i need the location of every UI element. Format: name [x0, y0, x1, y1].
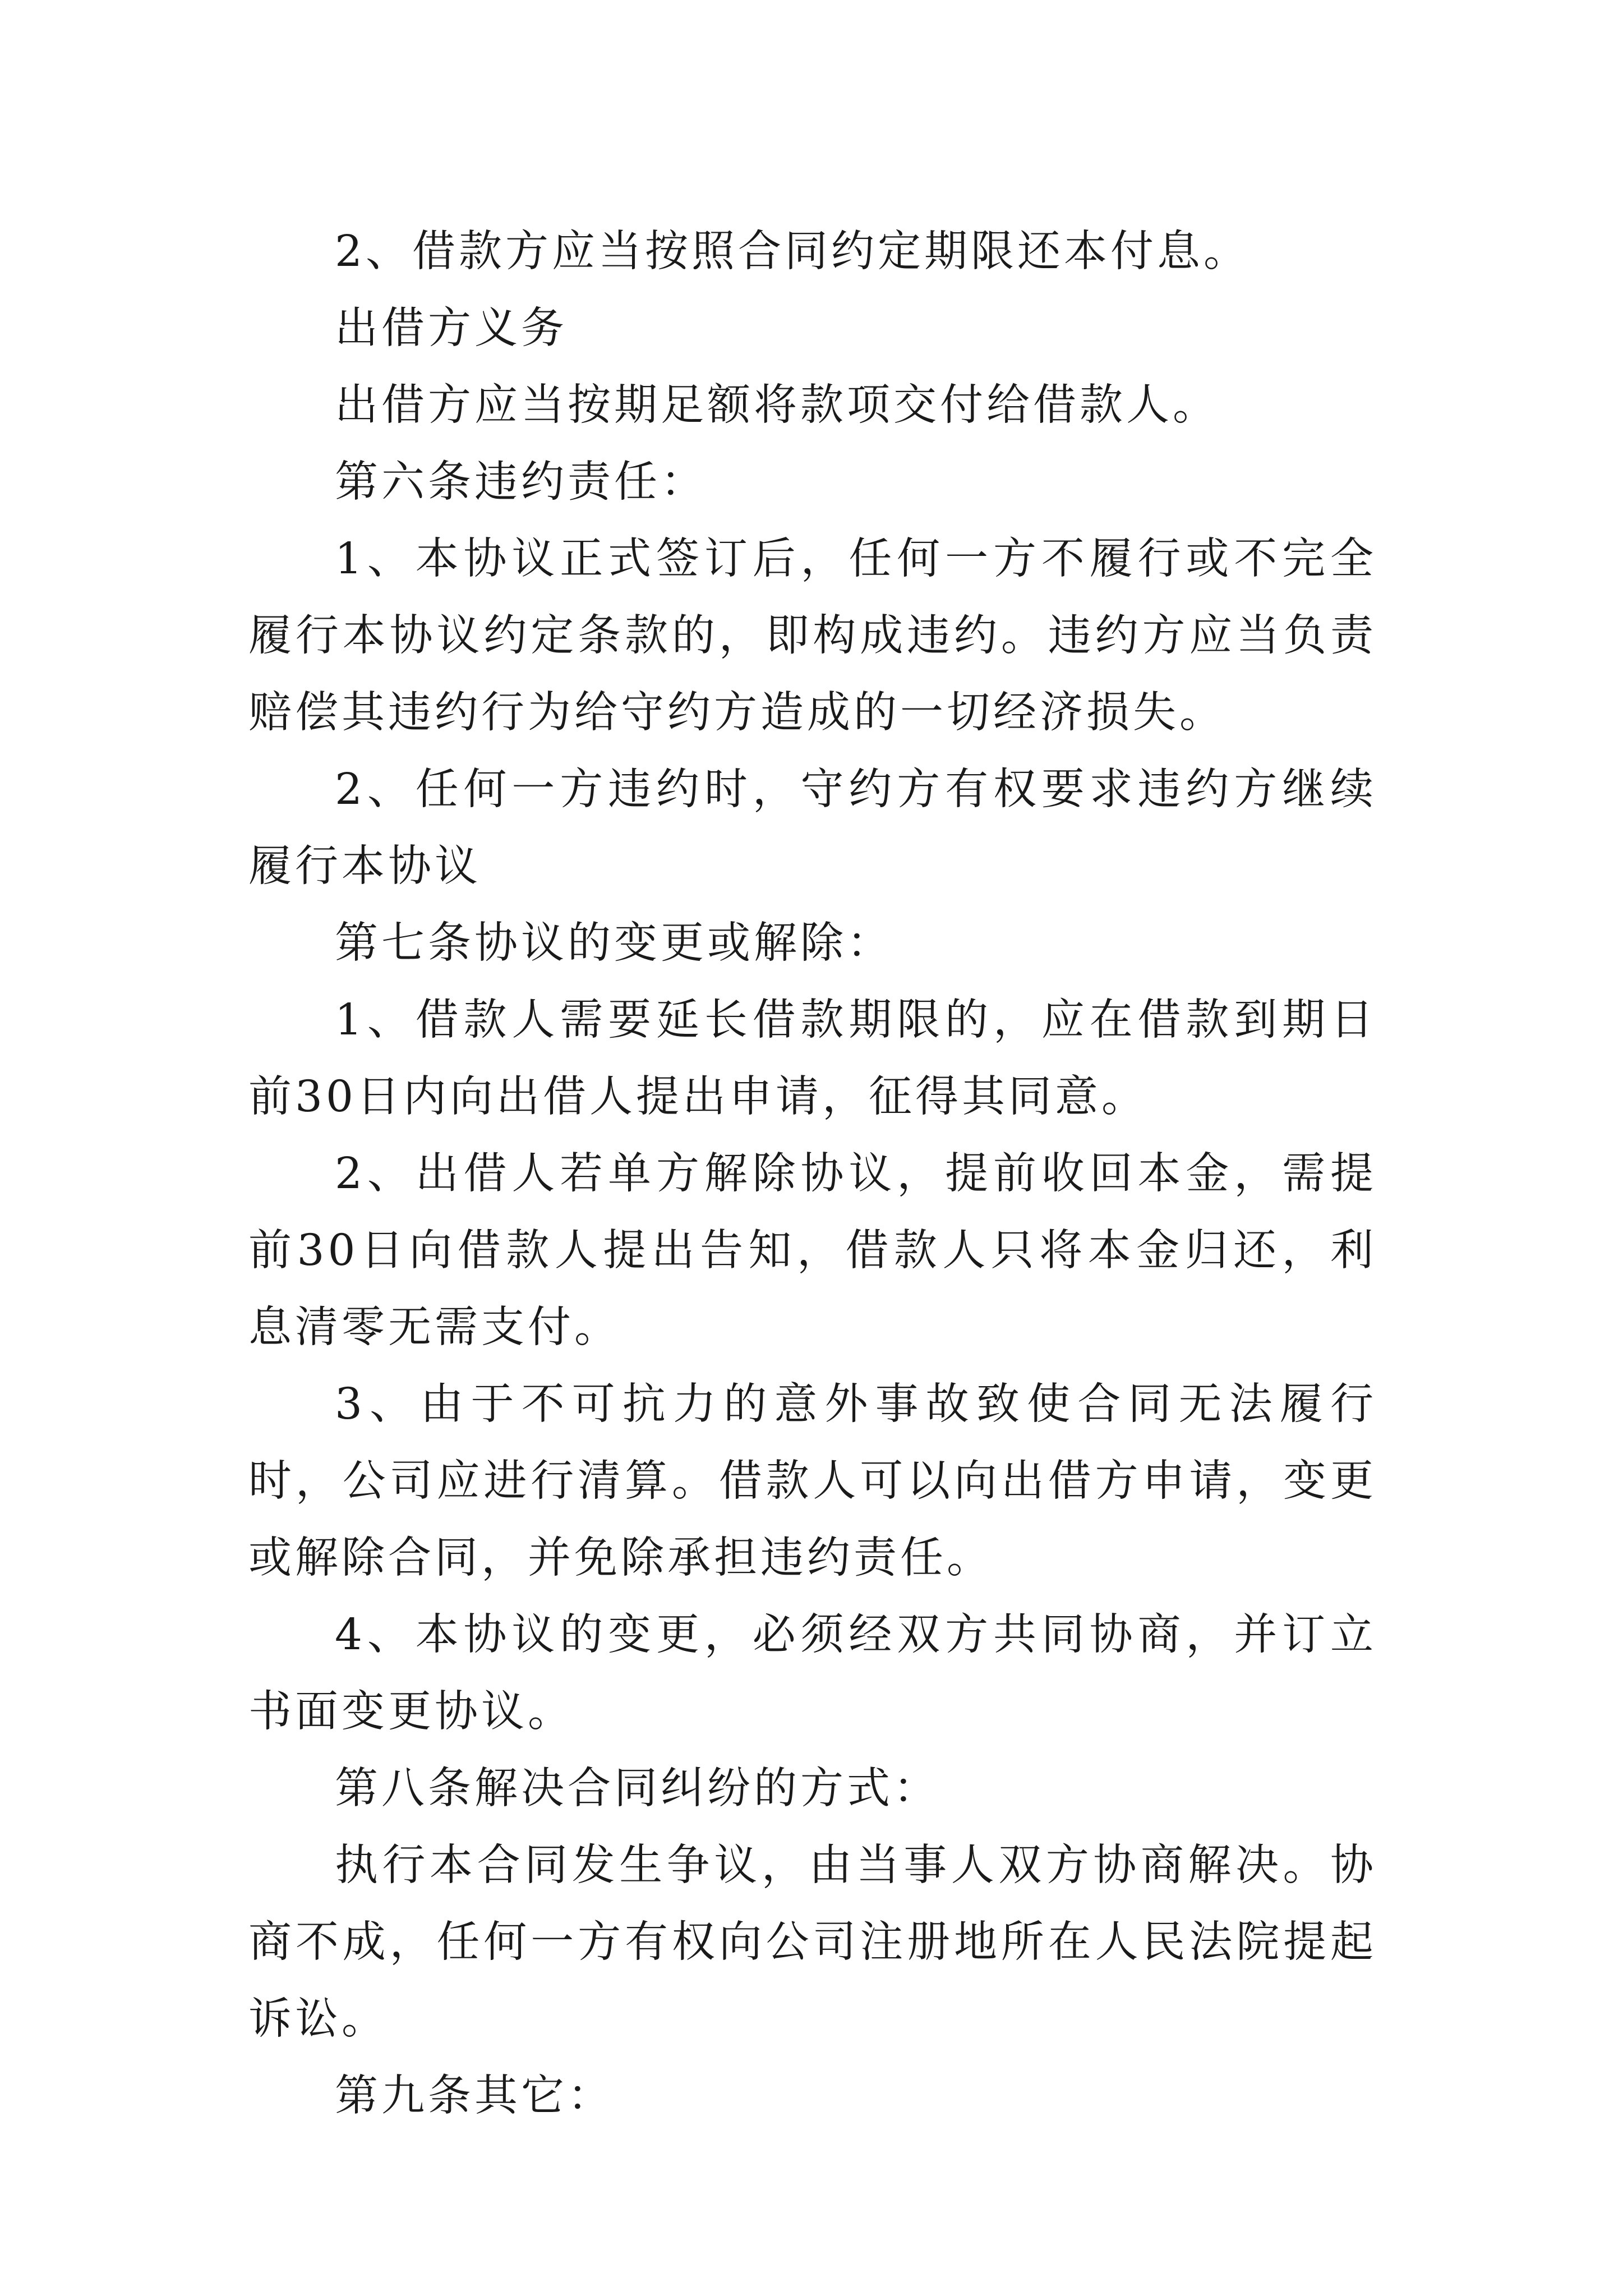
section-heading: 第七条协议的变更或解除：: [335, 918, 893, 968]
paragraph: 2、任何一方违约时，守约方有权要求违约方继续履行本协议: [248, 765, 1377, 891]
section-heading: 第八条解决合同纠纷的方式：: [335, 1764, 940, 1814]
paragraph: 2、出借人若单方解除协议，提前收回本金，需提前30日向借款人提出告知，借款人只将本金归还，利息清零无需支付。: [248, 1149, 1377, 1352]
paragraph: 3、由于不可抗力的意外事故致使合同无法履行时，公司应进行清算。借款人可以向出借方申请，变更或解除合同，并免除承担违约责任。: [248, 1379, 1377, 1583]
section-heading: 第六条违约责任：: [335, 457, 707, 507]
paragraph: 2、借款方应当按照合同约定期限还本付息。: [335, 227, 1250, 277]
document-body: [248, 213, 1377, 2134]
paragraph: 4、本协议的变更，必须经双方共同协商，并订立书面变更协议。: [248, 1610, 1377, 1737]
paragraph: 出借方应当按期足额将款项交付给借款人。: [335, 380, 1219, 430]
paragraph: 1、本协议正式签订后，任何一方不履行或不完全履行本协议约定条款的，即构成违约。违约方应当负责赔偿其违约行为给守约方造成的一切经济损失。: [248, 534, 1377, 738]
section-heading: 第九条其它：: [335, 2071, 614, 2121]
paragraph: 执行本合同发生争议，由当事人双方协商解决。协商不成，任何一方有权向公司注册地所在人民法院提起诉讼。: [248, 1841, 1377, 2044]
paragraph: 1、借款人需要延长借款期限的，应在借款到期日前30日内向出借人提出申请，征得其同意。: [248, 995, 1377, 1122]
paragraph: 出借方义务: [335, 303, 568, 353]
